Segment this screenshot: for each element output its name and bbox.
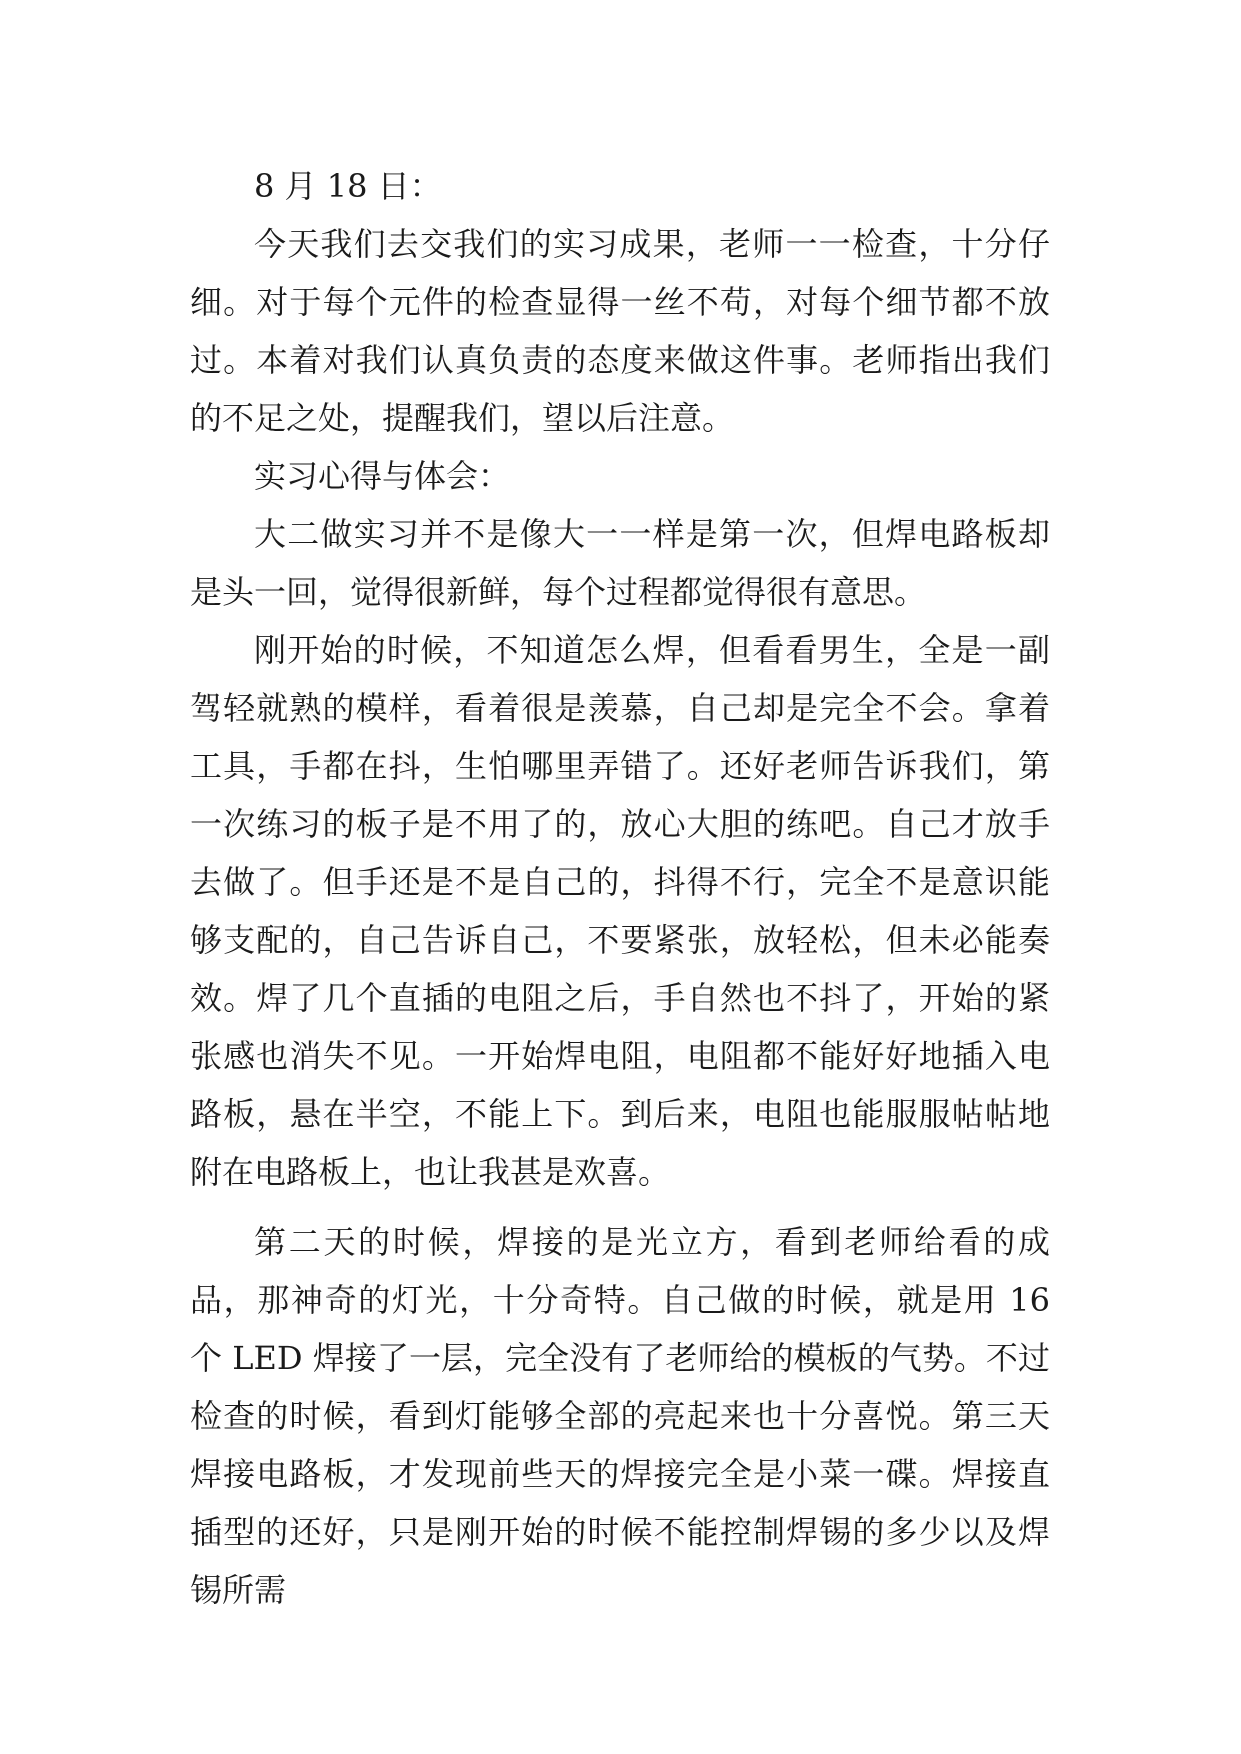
paragraph-first-time: 大二做实习并不是像大一一样是第一次，但焊电路板却是头一回，觉得很新鲜，每个过程都觉得很有意思。 [190,515,1050,611]
paragraph-second-day: 第二天的时候，焊接的是光立方，看到老师给看的成品，那神奇的灯光，十分奇特。自己做的时候，就是用 16 个 LED 焊接了一层，完全没有了老师给的模板的气势。不过检查的时候，看到灯能够全部的亮起来也十分喜悦。第三天焊接电路板，才发现前些天的焊接完全是小菜一碟。焊接直插型的还好，只是刚开始的时候不能控制焊锡的多少以及焊锡所需 [190,1223,1050,1609]
document-body [190,157,1050,1619]
paragraph-beginning-soldering: 刚开始的时候，不知道怎么焊，但看看男生，全是一副驾轻就熟的模样，看着很是羡慕，自己却是完全不会。拿着工具，手都在抖，生怕哪里弄错了。还好老师告诉我们，第一次练习的板子是不用了的，放心大胆的练吧。自己才放手去做了。但手还是不是自己的，抖得不行，完全不是意识能够支配的，自己告诉自己，不要紧张，放轻松，但未必能奏效。焊了几个直插的电阻之后，手自然也不抖了，开始的紧张感也消失不见。一开始焊电阻，电阻都不能好好地插入电路板，悬在半空，不能上下。到后来，电阻也能服服帖帖地附在电路板上，也让我甚是欢喜。 [190,631,1050,1191]
paragraph-teacher-check: 今天我们去交我们的实习成果，老师一一检查，十分仔细。对于每个元件的检查显得一丝不苟，对每个细节都不放过。本着对我们认真负责的态度来做这件事。老师指出我们的不足之处，提醒我们，望以后注意。 [190,225,1050,437]
date-heading: 8 月 18 日： [254,167,442,205]
section-heading-reflection: 实习心得与体会： [254,457,511,495]
